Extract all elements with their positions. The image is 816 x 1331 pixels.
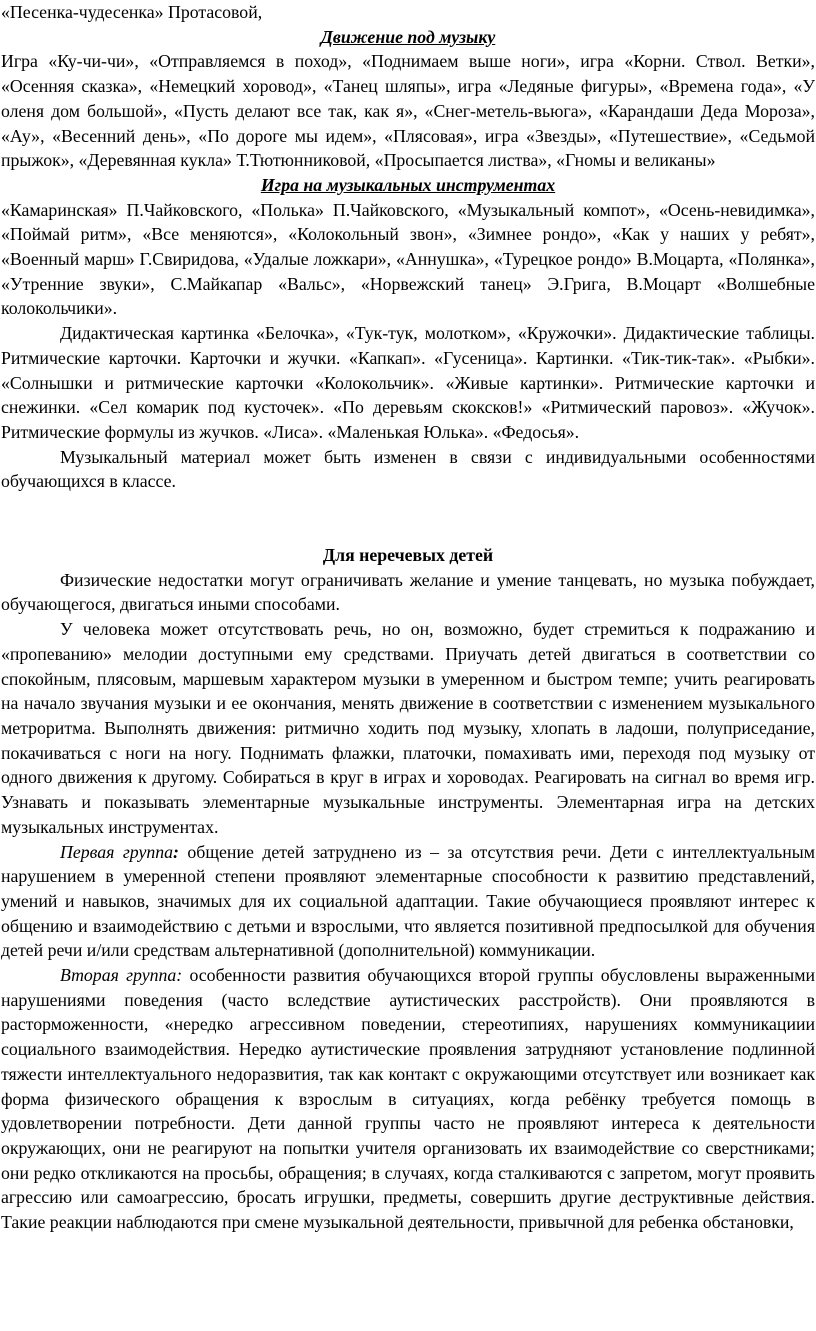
blank-space — [1, 494, 815, 543]
paragraph-instruments: «Камаринская» П.Чайковского, «Полька» П.Чайковского, «Музыкальный компот», «Осень-невидимка», «Поймай ритм», «Все меняются», «Колокольный звон», «Зимнее рондо», «Как у наших у ребят», «Военный марш» Г.Свиридова, «Удалые ложкари», «Аннушка», «Турецкое рондо» В.Моцарта, «Полянка», «Утренние звуки», С.Майкапар «Вальс», «Норвежский танец» Э.Грига, В.Моцарт «Волшебные колокольчики». — [1, 199, 815, 319]
paragraph-group-one — [1, 840, 815, 964]
paragraph-movement: Игра «Ку-чи-чи», «Отправляемся в поход», «Поднимаем выше ноги», игра «Корни. Ствол. Ветки», «Осенняя сказка», «Немецкий хоровод», «Танец шляпы», игра «Ледяные фигуры», «Времена года», «У оленя дом большой», «Пусть делают все так, как я», «Снег-метель-вьюга», «Карандаши Деда Мороза», «Ау», «Весенний день», «По дороге мы идем», «Плясовая», игра «Звезды», «Путешествие», «Седьмой прыжок», «Деревянная кукла» Т.Тютюнниковой, «Просыпается листва», «Гномы и великаны» — [1, 51, 815, 171]
group-two-label: Вторая группа: — [60, 965, 183, 986]
paragraph-group-two — [1, 963, 815, 1235]
heading-nonverbal: Для неречевых детей — [322, 545, 494, 566]
group-one-text: общение детей затруднено из – за отсутствия речи. Дети с интеллектуальным нарушением в умеренной степени проявляют элементарные способности к развитию представлений, умений и навыков, значимых для их социальной адаптации. Такие обучающиеся проявляют интерес к общению и взаимодействию с детьми и взрослыми, что является позитивной предпосылкой для обучения детей речи и/или средствам альтернативной (дополнительной) коммуникации. — [1, 841, 816, 961]
paragraph-didactic: Дидактическая картинка «Белочка», «Тук-тук, молотком», «Кружочки». Дидактические таблицы. Ритмические карточки. Карточки и жучки. «Капкап». «Гусеница». Картинки. «Тик-тик-так». «Рыбки». «Солнышки и ритмические карточки «Колокольчик». «Живые картинки». Ритмические карточки и снежинки. «Сел комарик под кусточек». «По деревьям скоксков!» «Ритмический паровоз». «Жучок». Ритмические формулы из жучков. «Лиса». «Маленькая Юлька». «Федосья». — [1, 323, 815, 442]
group-one-colon: : — [173, 841, 179, 862]
heading-instruments: Игра на музыкальных инструментах — [260, 174, 556, 195]
paragraph-physical: Физические недостатки могут ограничивать желание и умение танцевать, но музыка побуждает, обучающегося, двигаться иными способами. — [1, 569, 815, 615]
paragraph-speech: У человека может отсутствовать речь, но он, возможно, будет стремиться к подражанию и «пропеванию» мелодии доступными ему средствами. Приучать детей двигаться в соответствии со спокойным, плясовым, маршевым характером музыки в умеренном и быстром темпе; учить реагировать на начало звучания музыки и ее окончания, менять движение в соответствии с изменением музыкального метроритма. Выполнять движения: ритмично ходить под музыку, хлопать в ладоши, полуприседание, покачиваться с ноги на ногу. Поднимать флажки, платочки, помахивать ими, переходя под музыку от одного движения к другому. Собираться в круг в играх и хороводах. Реагировать на сигнал во время игр. Узнавать и показывать элементарные музыкальные инструменты. Элементарная игра на детских музыкальных инструментах. — [1, 619, 815, 837]
group-two-text: особенности развития обучающихся второй группы обусловлены выраженными нарушениями поведения (часто вследствие аутистических расстройств). Они проявляются в расторможенности, «нередко агрессивном поведении, стереотипиях, нарушениях коммуникациии социального взаимодействия. Нередко аутистические проявления затрудняют установление подлинной тяжести интеллектуального недоразвития, так как контакт с окружающими отсутствует или возникает как форма физического обращения к взрослым в ситуациях, когда ребёнку требуется помощь в удовлетворении потребности. Дети данной группы часто не проявляют интереса к деятельности окружающих, они не реагируют на попытки учителя организовать их взаимодействие со сверстниками; они редко откликаются на просьбы, обращения; в случаях, когда сталкиваются с запретом, могут проявить агрессию или самоагрессию, бросать игрушки, предметы, совершить другие деструктивные действия. Такие реакции наблюдаются при смене музыкальной деятельности, привычной для ребенка обстановки, — [1, 965, 815, 1233]
group-one-label: Первая группа — [60, 841, 174, 862]
heading-movement: Движение под музыку — [320, 26, 496, 47]
intro-line: «Песенка-чудесенка» Протасовой, — [1, 2, 263, 22]
paragraph-material: Музыкальный материал может быть изменен в связи с индивидуальными особенностями обучающихся в классе. — [1, 446, 815, 492]
